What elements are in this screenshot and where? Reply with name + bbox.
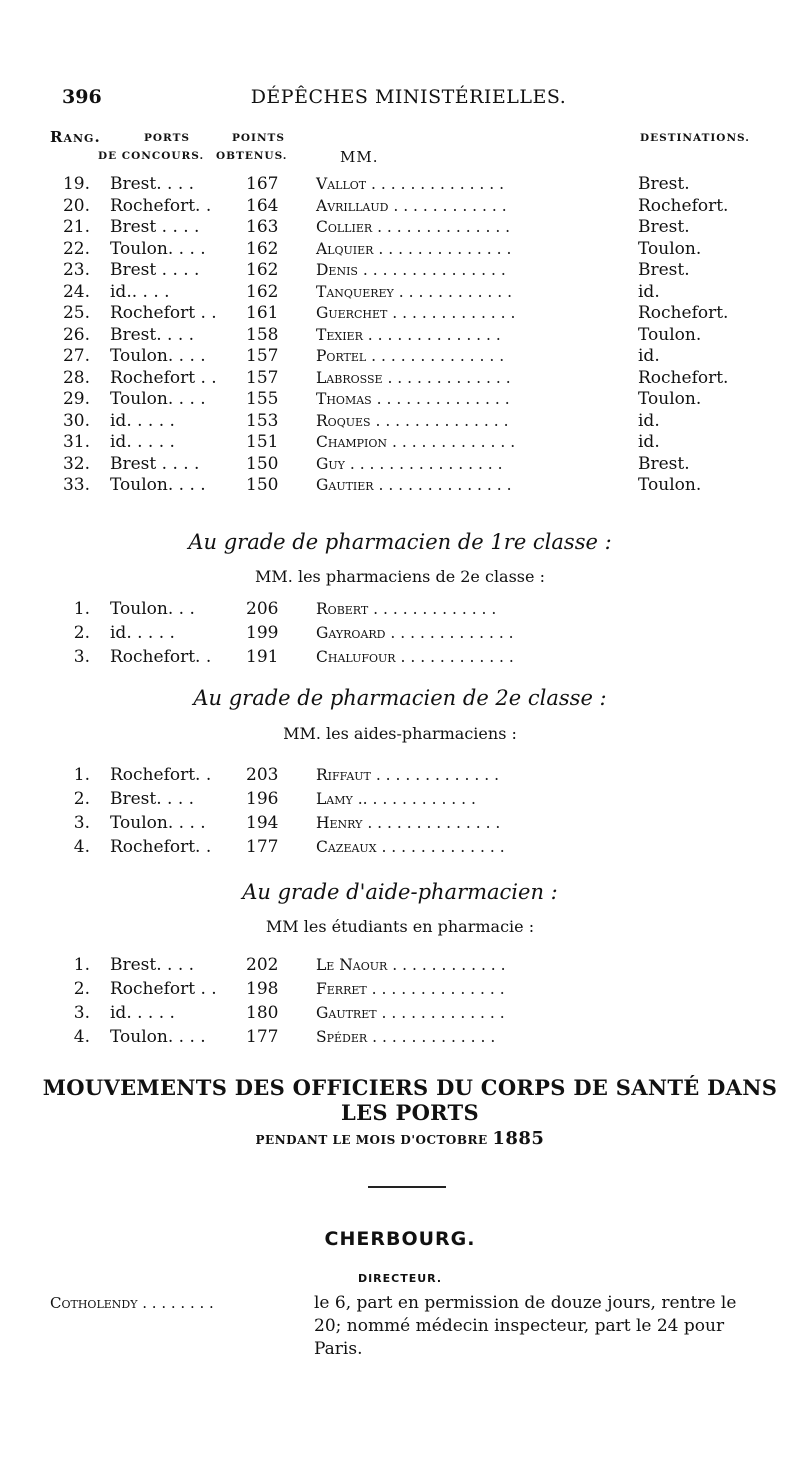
leader-dots: . . . . . . . . . . . .: [393, 282, 513, 301]
table-row: [0, 301, 800, 325]
page-title: DÉPÊCHES MINISTÉRIELLES.: [250, 86, 567, 108]
name-cell: Roques . . . . . . . . . . . . . .: [316, 411, 509, 430]
name-cell: Thomas . . . . . . . . . . . . . .: [316, 390, 510, 408]
port-cell: Toulon. . . .: [110, 813, 206, 833]
port-cell: Rochefort. .: [110, 195, 212, 216]
table-row: [0, 1025, 800, 1049]
col-destinations: DESTINATIONS.: [640, 132, 750, 144]
table-row: [0, 237, 800, 261]
points-cell: 164: [246, 195, 279, 216]
table-row: [0, 172, 800, 196]
table-row: [0, 409, 800, 433]
points-cell: 163: [246, 217, 279, 237]
port-cell: Brest. . . .: [110, 789, 195, 809]
leader-dots: . . . . . . . . . . . .: [395, 648, 514, 666]
name-cell: Gautret . . . . . . . . . . . . .: [316, 1004, 505, 1022]
rank-cell: 3.: [73, 813, 90, 833]
port-cell: Rochefort . .: [110, 303, 217, 323]
leader-dots: . . . . . . . . . . . . . .: [372, 218, 511, 236]
port-cell: Toulon. . . .: [110, 238, 206, 259]
col-ports-2: DE CONCOURS.: [98, 150, 205, 162]
name-cell: Riffaut . . . . . . . . . . . . .: [316, 766, 499, 784]
port-cell: Brest . . . .: [110, 260, 200, 280]
port-cell: Toulon. . . .: [110, 1027, 206, 1047]
table-row: [0, 430, 800, 454]
rank-cell: 29.: [62, 389, 90, 409]
points-cell: 161: [246, 303, 279, 323]
destination-cell: id.: [638, 281, 660, 302]
destination-cell: Rochefort.: [638, 195, 729, 216]
rank-cell: 32.: [62, 453, 90, 474]
port-cell: Brest. . . .: [110, 955, 195, 975]
leader-dots: . . . . . . . . . . . . . .: [370, 411, 509, 430]
table-row: [0, 645, 800, 669]
leader-dots: . . . . . . . . . . . . . . .: [357, 261, 506, 279]
leader-dots: . . . . . . . . . . . . . .: [366, 347, 505, 365]
rank-cell: 2.: [73, 789, 90, 809]
col-ports: PORTS: [144, 132, 190, 144]
section-title-aide: Au grade d'aide-pharmacien :: [242, 880, 558, 904]
points-cell: 158: [246, 324, 279, 345]
name-cell: Henry . . . . . . . . . . . . . .: [316, 814, 501, 832]
name-cell: Spéder . . . . . . . . . . . . .: [316, 1028, 496, 1046]
name-cell: Labrosse . . . . . . . . . . . . .: [316, 368, 511, 387]
port-cell: Brest. . . .: [110, 324, 195, 345]
leader-dots: . . . . . . . . . . . . . .: [362, 325, 501, 344]
leader-dots: . . . . . . . . . . . .: [387, 956, 506, 974]
leader-dots: . . . . . . . . . . . . . . . .: [344, 454, 503, 473]
section-subtitle-pharmacien-1: MM. les pharmaciens de 2e classe :: [255, 567, 545, 586]
port-cell: Toulon. . . .: [110, 389, 206, 409]
leader-dots: . . . . . . . . . . . . . .: [362, 814, 501, 832]
rank-cell: 22.: [62, 238, 90, 259]
leader-dots: . . . . . . . . . . . . .: [368, 600, 497, 618]
table-row: [0, 344, 800, 368]
table-row: [0, 1001, 800, 1025]
section-title-pharmacien-1: Au grade de pharmacien de 1re classe :: [188, 530, 612, 554]
table-row: [0, 811, 800, 835]
page-number: 396: [62, 86, 102, 108]
port-cell: id.. . . .: [110, 281, 170, 302]
rank-cell: 3.: [73, 647, 90, 667]
table-row: [0, 621, 800, 645]
table-row: [0, 452, 800, 476]
destination-cell: Toulon.: [638, 324, 702, 345]
points-cell: 196: [246, 789, 279, 809]
name-cell: Texier . . . . . . . . . . . . . .: [316, 325, 501, 344]
rank-cell: 1.: [73, 765, 90, 785]
table-row: [0, 194, 800, 218]
entry-name-text: Cotholendy: [50, 1294, 138, 1312]
section-subtitle-aide: MM les étudiants en pharmacie :: [265, 917, 535, 936]
destination-cell: Brest.: [638, 260, 690, 280]
points-cell: 155: [246, 389, 279, 409]
destination-cell: Toulon.: [638, 238, 702, 259]
points-cell: 162: [246, 238, 279, 259]
points-cell: 162: [246, 260, 279, 280]
section-subtitle-pharmacien-2: MM. les aides-pharmaciens :: [283, 724, 517, 743]
leader-dots: . . . . . . . . . . . . . .: [366, 175, 505, 193]
name-cell: Gayroard . . . . . . . . . . . . .: [316, 624, 514, 642]
name-cell: Chalufour . . . . . . . . . . . .: [316, 648, 514, 666]
port-cell: Toulon. . .: [110, 599, 195, 619]
table-row: [0, 835, 800, 859]
points-cell: 157: [246, 346, 279, 366]
points-cell: 202: [246, 955, 279, 975]
port-cell: Toulon. . . .: [110, 346, 206, 366]
leader-dots: . . . . . . . . . . . . . .: [373, 239, 512, 258]
table-row: [0, 597, 800, 621]
port-cell: Rochefort . .: [110, 367, 217, 388]
points-cell: 177: [246, 1027, 279, 1047]
table-row: [0, 977, 800, 1001]
points-cell: 199: [246, 623, 279, 643]
mouvements-title: MOUVEMENTS DES OFFICIERS DU CORPS DE SANTÉ DANS LES PORTS: [42, 1075, 778, 1125]
city-heading: CHERBOURG.: [324, 1228, 476, 1250]
destination-cell: Rochefort.: [638, 303, 729, 323]
rank-cell: 27.: [62, 346, 90, 366]
rank-cell: 24.: [62, 281, 90, 302]
points-cell: 180: [246, 1003, 279, 1023]
name-cell: Robert . . . . . . . . . . . . .: [316, 600, 497, 618]
leader-dots: . . . . . . . . . . . . .: [376, 1004, 505, 1022]
destination-cell: id.: [638, 410, 660, 431]
rank-cell: 21.: [62, 217, 90, 237]
port-cell: Brest . . . .: [110, 217, 200, 237]
destination-cell: Brest.: [638, 453, 690, 474]
port-cell: Rochefort. .: [110, 647, 212, 667]
leader-dots: .. . . . . . . . . . . .: [352, 790, 476, 808]
name-cell: Vallot . . . . . . . . . . . . . .: [316, 175, 505, 193]
name-cell: Tanquerey . . . . . . . . . . . .: [316, 282, 513, 301]
destination-cell: Toulon.: [638, 389, 702, 409]
points-cell: 153: [246, 410, 279, 431]
destination-cell: Toulon.: [638, 475, 702, 495]
destination-cell: id.: [638, 346, 660, 366]
points-cell: 191: [246, 647, 279, 667]
rank-cell: 33.: [62, 475, 90, 495]
rank-cell: 2.: [73, 979, 90, 999]
rank-cell: 20.: [62, 195, 90, 216]
name-cell: Guerchet . . . . . . . . . . . . .: [316, 304, 516, 322]
rank-cell: 1.: [73, 955, 90, 975]
year: 1885: [492, 1128, 545, 1149]
pendant-line: [0, 1128, 800, 1149]
points-cell: 162: [246, 281, 279, 302]
name-cell: Champion . . . . . . . . . . . . .: [316, 433, 516, 451]
name-cell: Alquier . . . . . . . . . . . . . .: [316, 239, 512, 258]
leader-dots: . . . . . . . . . . . . . .: [371, 390, 510, 408]
entry-dots: . . . . . . . .: [142, 1294, 214, 1312]
port-cell: id. . . . .: [110, 1003, 175, 1023]
name-cell: Avrillaud . . . . . . . . . . . .: [316, 196, 507, 215]
destination-cell: Rochefort.: [638, 367, 729, 388]
port-cell: Brest. . . .: [110, 174, 195, 194]
points-cell: 198: [246, 979, 279, 999]
leader-dots: . . . . . . . . . . . . .: [387, 304, 516, 322]
table-row: [0, 258, 800, 282]
leader-dots: . . . . . . . . . . . . .: [382, 368, 511, 387]
port-cell: Rochefort. .: [110, 765, 212, 785]
leader-dots: . . . . . . . . . . . .: [388, 196, 507, 215]
name-cell: Cazeaux . . . . . . . . . . . . .: [316, 838, 505, 856]
port-cell: Rochefort. .: [110, 837, 212, 857]
col-rang: Rang.: [50, 128, 101, 146]
name-cell: Portel . . . . . . . . . . . . . .: [316, 347, 505, 365]
rank-cell: 2.: [73, 623, 90, 643]
destination-cell: Brest.: [638, 174, 690, 194]
points-cell: 206: [246, 599, 279, 619]
pendant-text: PENDANT LE MOIS D'OCTOBRE: [255, 1133, 488, 1147]
rank-cell: 4.: [73, 837, 90, 857]
page-header: [62, 86, 755, 116]
table-row: [0, 953, 800, 977]
points-cell: 150: [246, 475, 279, 495]
table-row: [0, 323, 800, 347]
table-row: [0, 763, 800, 787]
destination-cell: id.: [638, 432, 660, 452]
rank-cell: 30.: [62, 410, 90, 431]
leader-dots: . . . . . . . . . . . . .: [367, 1028, 496, 1046]
points-cell: 157: [246, 367, 279, 388]
section-title-pharmacien-2: Au grade de pharmacien de 2e classe :: [193, 686, 607, 710]
points-cell: 167: [246, 174, 279, 194]
rank-cell: 23.: [62, 260, 90, 280]
port-cell: Toulon. . . .: [110, 475, 206, 495]
rank-cell: 31.: [62, 432, 90, 452]
table-row: [0, 280, 800, 304]
name-cell: Lamy .. . . . . . . . . . . .: [316, 790, 476, 808]
leader-dots: . . . . . . . . . . . . . .: [373, 476, 512, 494]
points-cell: 194: [246, 813, 279, 833]
port-cell: Rochefort . .: [110, 979, 217, 999]
rank-cell: 1.: [73, 599, 90, 619]
name-cell: Le Naour . . . . . . . . . . . .: [316, 956, 506, 974]
destination-cell: Brest.: [638, 217, 690, 237]
port-cell: id. . . . .: [110, 623, 175, 643]
entry-name: [50, 1294, 214, 1312]
port-cell: Brest . . . .: [110, 453, 200, 474]
leader-dots: . . . . . . . . . . . . .: [385, 624, 514, 642]
col-mm: MM.: [340, 148, 379, 166]
table-row: [0, 787, 800, 811]
name-cell: Denis . . . . . . . . . . . . . . .: [316, 261, 506, 279]
table-row: [0, 215, 800, 239]
leader-dots: . . . . . . . . . . . . .: [370, 766, 499, 784]
points-cell: 177: [246, 837, 279, 857]
leader-dots: . . . . . . . . . . . . . .: [366, 980, 505, 998]
leader-dots: . . . . . . . . . . . . .: [376, 838, 505, 856]
name-cell: Collier . . . . . . . . . . . . . .: [316, 218, 511, 236]
name-cell: Ferret . . . . . . . . . . . . . .: [316, 980, 505, 998]
leader-dots: . . . . . . . . . . . . .: [387, 433, 516, 451]
col-points: POINTS: [232, 132, 285, 144]
name-cell: Gautier . . . . . . . . . . . . . .: [316, 476, 512, 494]
entry-text: le 6, part en permission de douze jours, rentre le 20; nommé médecin inspecteur, part le 24 pour Paris.: [314, 1293, 737, 1359]
rank-cell: 28.: [62, 367, 90, 388]
name-cell: Guy . . . . . . . . . . . . . . . .: [316, 454, 503, 473]
col-points-2: OBTENUS.: [216, 150, 288, 162]
port-cell: id. . . . .: [110, 410, 175, 431]
divider: [368, 1186, 446, 1188]
rank-cell: 26.: [62, 324, 90, 345]
points-cell: 150: [246, 453, 279, 474]
rank-cell: 4.: [73, 1027, 90, 1047]
rank-cell: 3.: [73, 1003, 90, 1023]
rank-cell: 19.: [62, 174, 90, 194]
rank-cell: 25.: [62, 303, 90, 323]
table-row: [0, 387, 800, 411]
port-cell: id. . . . .: [110, 432, 175, 452]
points-cell: 151: [246, 432, 279, 452]
directeur-heading: DIRECTEUR.: [357, 1272, 443, 1285]
table-row: [0, 473, 800, 497]
points-cell: 203: [246, 765, 279, 785]
table-row: [0, 366, 800, 390]
